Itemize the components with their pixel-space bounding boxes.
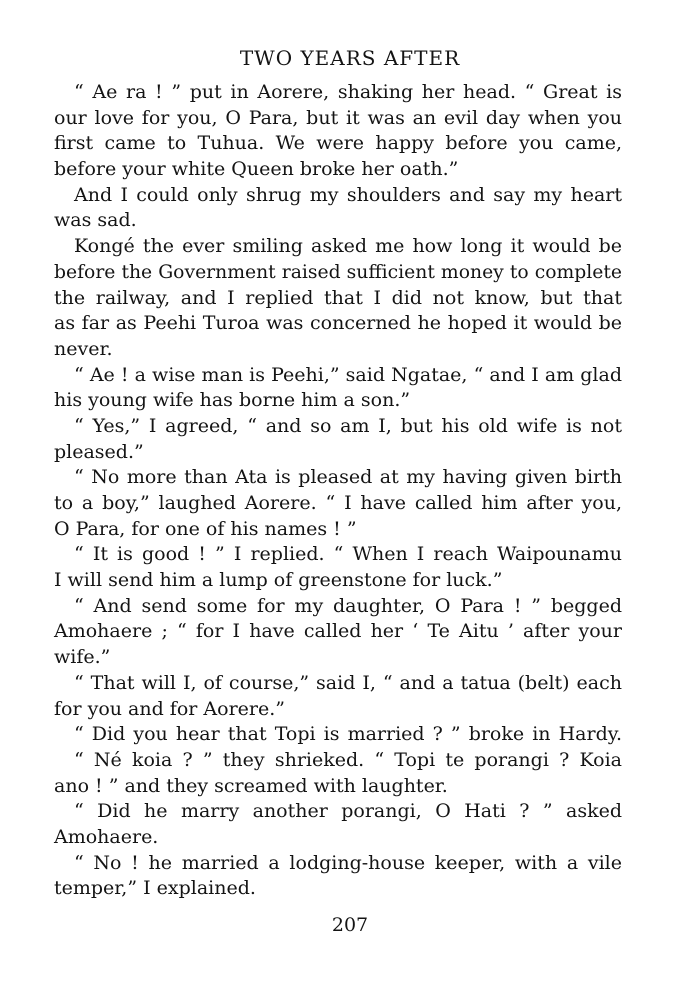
text-line: “ Né koia ? ” they shrieked. “ Topi te porangi ? Koia <box>74 748 622 771</box>
text-line: “ No ! he married a lodging-house keeper, with a vile <box>74 851 622 874</box>
text-line: his young wife has borne him a son.” <box>54 389 411 412</box>
text-line: our love for you, O Para, but it was an evil day when you <box>54 106 622 129</box>
text-line: before the Government raised sufficient money to complete <box>54 261 622 283</box>
text-line: for you and for Aorere.” <box>54 697 285 720</box>
text-line: pleased.” <box>54 440 144 463</box>
text-line: “ Ae ra ! ” put in Aorere, shaking her head. “ Great is <box>74 81 622 103</box>
text-line: as far as Peehi Turoa was concerned he hoped it would be <box>54 312 622 335</box>
text-line: “ Did he marry another porangi, O Hati ? ” asked <box>74 800 622 823</box>
text-line: the railway, and I replied that I did not know, but that <box>54 286 622 309</box>
text-line: I will send him a lump of greenstone for luck.” <box>54 569 503 592</box>
text-line: “ It is good ! ” I replied. “ When I reach Waipounamu <box>74 543 622 566</box>
text-line: And I could only shrug my shoulders and say my heart <box>74 183 622 206</box>
text-line: O Para, for one of his names ! ” <box>54 517 357 540</box>
text-line: was sad. <box>54 209 137 232</box>
text-line: wife.” <box>54 646 111 669</box>
text-line: “ Ae ! a wise man is Peehi,” said Ngatae, “ and I am glad <box>74 363 622 386</box>
text-line: Amohaere ; “ for I have called her ‘ Te Aitu ’ after your <box>54 620 622 643</box>
text-line: Kongé the ever smiling asked me how long it would be <box>74 235 622 258</box>
text-line: Amohaere. <box>54 825 159 848</box>
text-line: before your white Queen broke her oath.” <box>54 158 459 181</box>
page-number: 207 <box>331 914 369 936</box>
text-line: ano ! ” and they screamed with laughter. <box>54 774 448 797</box>
text-line: first came to Tuhua. We were happy before you came, <box>54 132 622 155</box>
text-line: “ Yes,” I agreed, “ and so am I, but his old wife is not <box>74 414 622 437</box>
text-line: “ That will I, of course,” said I, “ and a tatua (belt) each <box>74 671 622 694</box>
text-line: “ No more than Ata is pleased at my having given birth <box>74 466 622 489</box>
text-line: temper,” I explained. <box>54 877 256 900</box>
text-line: “ Did you hear that Topi is married ? ” broke in Hardy. <box>74 723 622 746</box>
text-line: “ And send some for my daughter, O Para ! ” begged <box>74 594 622 617</box>
text-line: to a boy,” laughed Aorere. “ I have called him after you, <box>54 492 622 514</box>
text-line: never. <box>54 337 113 360</box>
running-head: TWO YEARS AFTER <box>239 46 461 70</box>
body-text <box>54 80 622 902</box>
